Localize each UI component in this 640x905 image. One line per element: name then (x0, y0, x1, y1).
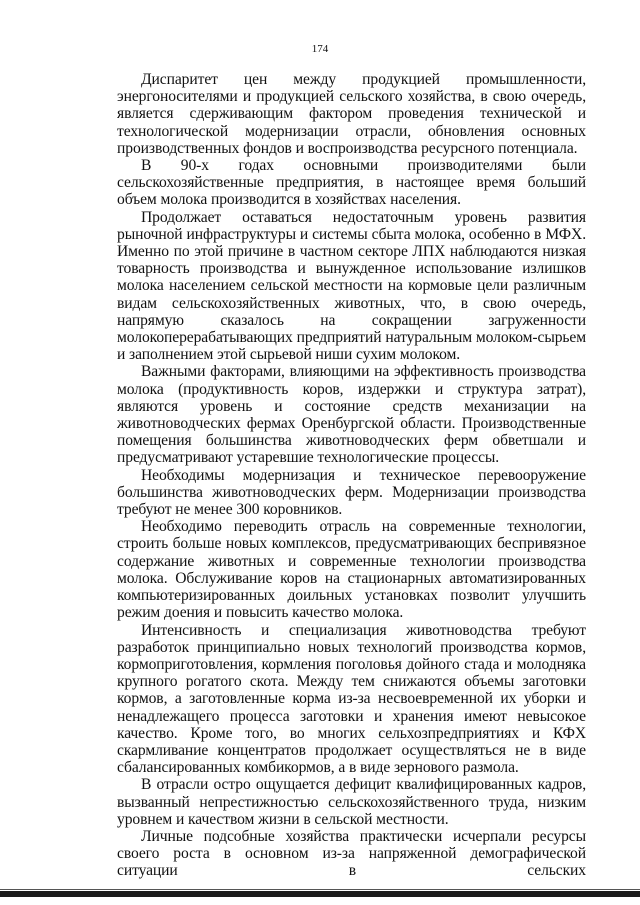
document-body (117, 71, 586, 880)
page-number: 174 (311, 43, 329, 55)
scan-edge-line (0, 889, 640, 890)
paragraph: Интенсивность и специализация животноводства требуют разработок принципиально новых технологий производства кормов, кормоприготовления, кормления поголовья дойного стада и молодняка крупного рогатого скота. Между тем снижаются объемы заготовки кормов, а заготовленные корма из-за несвоевременной их уборки и ненадлежащего процесса заготовки и хранения имеют невысокое качество. Кроме того, во многих сельхозпредприятиях и КФХ скармливание концентратов продолжает осуществляться не в виде сбалансированных комбикормов, а в виде зернового размола. (117, 621, 586, 777)
paragraph: В 90-х годах основными производителями были сельскохозяйственные предприятия, в настоящее время больший объем молока производится в хозяйствах населения. (117, 157, 586, 209)
paragraph: Диспаритет цен между продукцией промышленности, энергоносителями и продукцией сельского хозяйства, в свою очередь, является сдерживающим фактором проведения технической и технологической модернизации отрасли, обновления основных производственных фондов и воспроизводства ресурсного потенциала. (117, 71, 586, 157)
paragraph: Важными факторами, влияющими на эффективность производства молока (продуктивность коров, издержки и структура затрат), являются уровень и состояние средств механизации на животноводческих фермах Оренбургской области. Производственные помещения большинства животноводческих ферм обветшали и предусматривают устаревшие технологические процессы. (117, 363, 586, 467)
paragraph: Необходимы модернизация и техническое перевооружение большинства животноводческих ферм. Модернизации производства требуют не менее 300 коровников. (117, 466, 586, 519)
paragraph: Продолжает оставаться недостаточным уровень развития рыночной инфраструктуры и системы сбыта молока, особенно в МФХ. Именно по этой причине в частном секторе ЛПХ наблюдаются низкая товарность производства и вынужденное использование излишков молока населением сельской местности на кормовые цели различным видам сельскохозяйственных животных, что, в свою очередь, напрямую сказалось на сокращении загруженности молокоперерабатывающих предприятий натуральным молоком-сырьем и заполнением этой сырьевой ниши сухим молоком. (117, 208, 586, 364)
paragraph: В отрасли остро ощущается дефицит квалифицированных кадров, вызванный непрестижностью сельскохозяйственного труда, низким уровнем и качеством жизни в сельской местности. (117, 776, 586, 828)
paragraph: Необходимо переводить отрасль на современные технологии, строить больше новых комплексов, предусматривающих беспривязное содержание животных и современные технологии производства молока. Обслуживание коров на стационарных автоматизированных компьютеризированных доильных установках позволит улучшить режим доения и повысить качество молока. (117, 518, 586, 622)
scan-bottom-border (0, 891, 640, 897)
paragraph-last: Личные подсобные хозяйства практически исчерпали ресурсы своего роста в основном из-за напряженной демографической ситуации в сельских (117, 827, 586, 880)
